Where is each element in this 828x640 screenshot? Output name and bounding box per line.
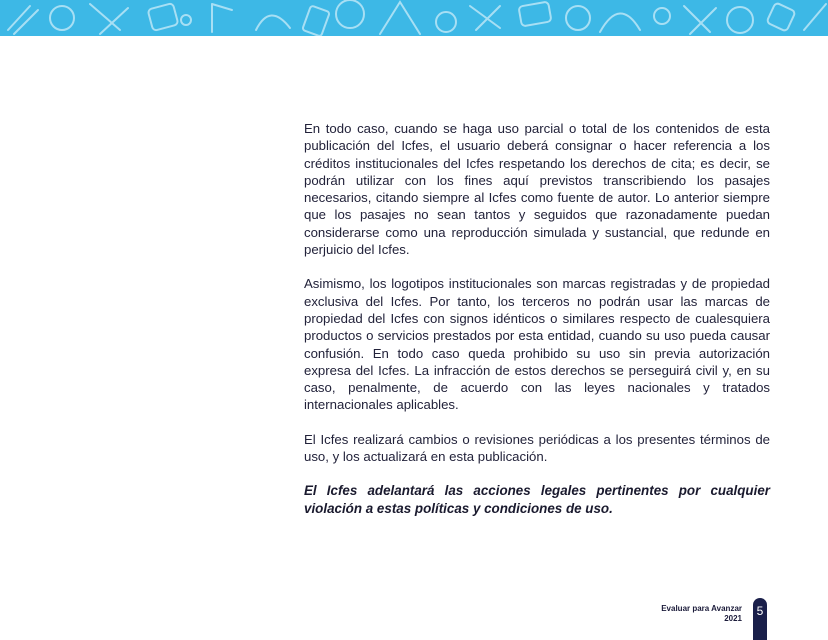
school-doodle-pattern-icon (0, 0, 828, 36)
terms-text-block (304, 120, 770, 535)
footer-publication (661, 604, 742, 624)
footer-title: Evaluar para Avanzar (661, 604, 742, 613)
paragraph-citation: En todo caso, cuando se haga uso parcial o total de los contenidos de esta publicación del Icfes, el usuario deberá consignar o hacer referencia a los créditos institucionales del Icfes respetando los derechos de cita; es decir, se podrán utilizar con los fines aquí previstos transcribiendo los pasajes necesarios, citando siempre al Icfes como fuente de autor. Lo anterior siempre que los pasajes no sean tantos y seguidos que razonadamente puedan considerarse como una reproducción simulada y sustancial, que redunde en perjuicio del Icfes. (304, 121, 770, 258)
top-banner (0, 0, 828, 36)
footer-year: 2021 (724, 614, 742, 623)
paragraph-trademarks: Asimismo, los logotipos institucionales son marcas registradas y de propiedad exclusiva del Icfes. Por tanto, los terceros no podrán usar las marcas de propiedad del Icfes con signos idénticos o similares respecto de cualesquiera productos o servicios prestados por esta entidad, cuando su uso pueda causar confusión. En todo caso queda prohibido su uso sin previa autorización expresa del Icfes. La infracción de estos derechos se perseguirá civil y, en su caso, penalmente, de acuerdo con las leyes nacionales y tratados internacionales aplicables. (304, 276, 770, 413)
paragraph-revisions: El Icfes realizará cambios o revisiones periódicas a los presentes términos de uso, y los actualizará en esta publicación. (304, 431, 770, 465)
page-number: 5 (756, 604, 764, 618)
paragraph-legal-actions: El Icfes adelantará las acciones legales pertinentes por cualquier violación a estas políticas y condiciones de uso. (304, 483, 770, 517)
page-number-tab (753, 598, 767, 640)
